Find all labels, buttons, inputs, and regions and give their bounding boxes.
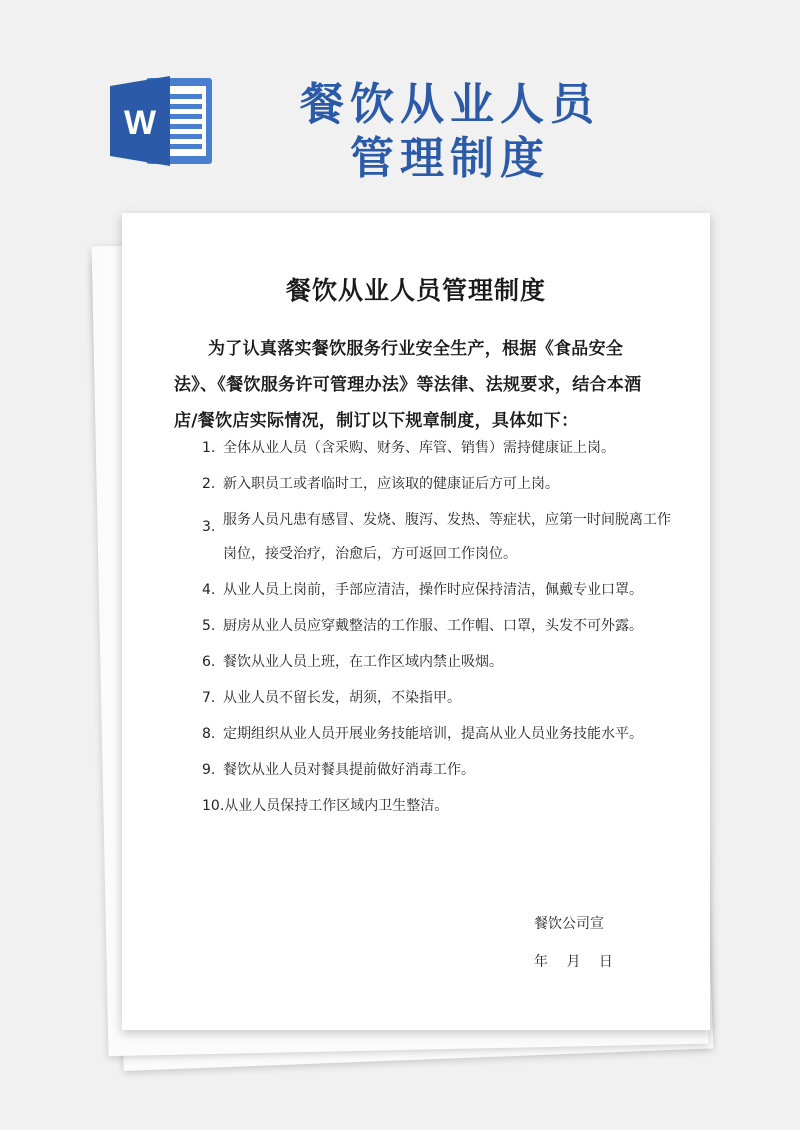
list-item: [202, 474, 672, 494]
intro-paragraph: 为了认真落实餐饮服务行业安全生产，根据《食品安全法》、《餐饮服务许可管理办法》等法律、法规要求，结合本酒店/餐饮店实际情况，制订以下规章制度，具体如下：: [174, 339, 642, 431]
list-item: [202, 616, 672, 636]
list-item: [202, 724, 672, 744]
list-number: 3.: [202, 519, 216, 535]
list-number: 10.: [202, 798, 225, 814]
list-number: 5.: [202, 618, 216, 634]
logo-letter: W: [123, 104, 157, 142]
list-text: 餐饮从业人员上班，在工作区域内禁止吸烟。: [223, 654, 503, 670]
list-number: 6.: [202, 654, 216, 670]
list-text: 从业人员不留长发，胡须，不染指甲。: [223, 690, 461, 706]
list-number: 7.: [202, 690, 216, 706]
list-number: 1.: [202, 440, 216, 456]
list-text: 服务人员凡患有感冒、发烧、腹泻、发热、等症状，应第一时间脱离工作岗位，接受治疗，治愈后，方可返回工作岗位。: [223, 512, 671, 562]
date-line: 年 月 日: [534, 954, 613, 970]
list-text: 厨房从业人员应穿戴整洁的工作服、工作帽、口罩，头发不可外露。: [223, 618, 643, 634]
banner-title-line1: 餐饮从业人员: [300, 79, 600, 130]
list-item: [202, 503, 672, 571]
signature: 餐饮公司宣: [534, 916, 604, 932]
list-item: [202, 580, 672, 600]
list-text: 定期组织从业人员开展业务技能培训，提高从业人员业务技能水平。: [223, 726, 643, 742]
banner-title: [270, 78, 630, 186]
list-text: 全体从业人员（含采购、财务、库管、销售）需持健康证上岗。: [223, 440, 615, 456]
list-item: [202, 438, 672, 458]
list-text: 从业人员保持工作区域内卫生整洁。: [224, 798, 449, 814]
list-text: 从业人员上岗前，手部应清洁，操作时应保持清洁，佩戴专业口罩。: [223, 582, 643, 598]
rules-list: [202, 438, 672, 832]
banner: [0, 0, 800, 215]
list-text: 餐饮从业人员对餐具提前做好消毒工作。: [223, 762, 475, 778]
word-document-icon: [108, 72, 218, 170]
document-page: [122, 213, 710, 1030]
list-number: 9.: [202, 762, 216, 778]
document-title: 餐饮从业人员管理制度: [285, 276, 546, 305]
list-item: [202, 652, 672, 672]
list-text: 新入职员工或者临时工，应该取的健康证后方可上岗。: [223, 476, 559, 492]
list-number: 8.: [202, 726, 216, 742]
list-number: 4.: [202, 582, 216, 598]
list-item: [202, 796, 672, 816]
banner-title-line2: 管理制度: [350, 133, 550, 184]
list-item: [202, 760, 672, 780]
list-number: 2.: [202, 476, 216, 492]
list-item: [202, 688, 672, 708]
